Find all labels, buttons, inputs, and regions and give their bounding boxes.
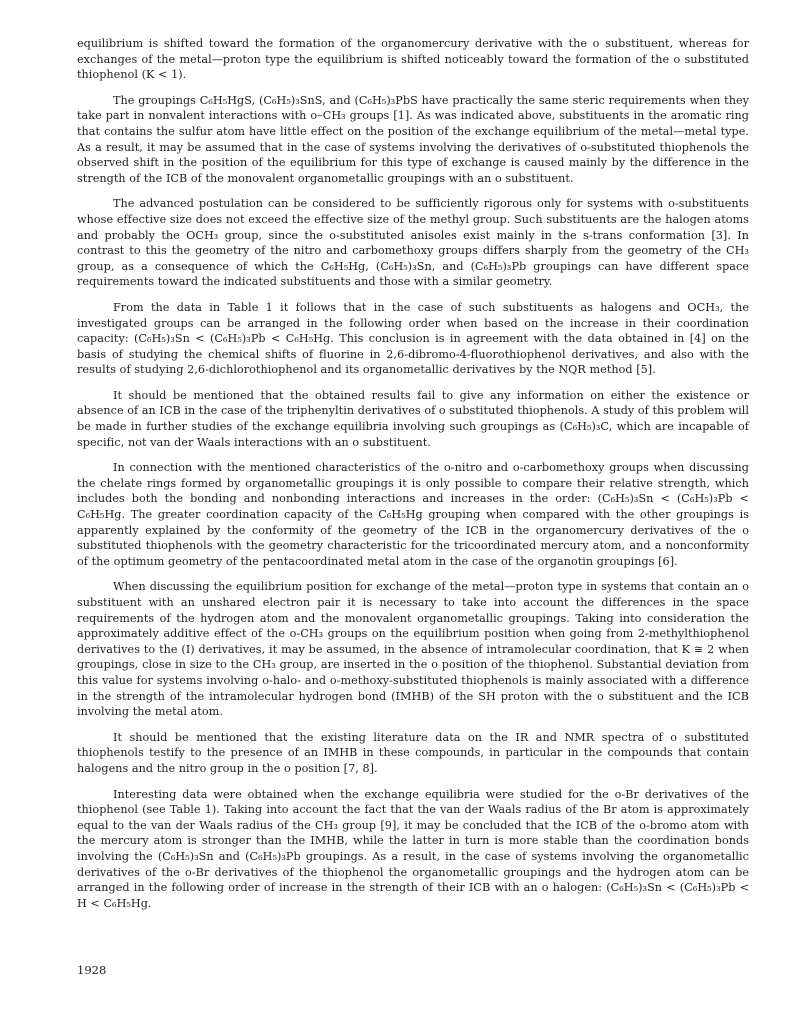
- paragraph-bromo: Interesting data were obtained when the exchange equilibria were studied for the o-Br derivatives of the thiophenol (see Table 1). Taking into account the fact that the van der Waals radius of the Br atom is approximately equal to the van der Waals radius of the CH₃ group [9], it may be concluded that the ICB of the o-bromo atom with the mercury atom is stronger than the IMHB, while the latter in turn is more stable than the coordination bonds involving the (C₆H₅)₃Sn and (C₆H₅)₃Pb groupings. As a result, in the case of systems involving the organometallic derivatives of the o-Br derivatives of the thiophenol the organometallic groupings and the hydrogen atom can be arranged in the following order of increase in the strength of their ICB with an o halogen: (C₆H₅)₃Sn < (C₆H₅)₃Pb < H < C₆H₅Hg.: [77, 787, 749, 910]
- paragraph-metal-proton: When discussing the equilibrium position for exchange of the metal—proton type in systems that contain an o substituent with an unshared electron pair it is necessary to take into account the differences in the space requirements of the hydrogen atom and the monovalent organometallic groupings. Taking into consideration the approximately additive effect of the o-CH₃ groups on the equilibrium position when going from 2-methylthiophenol derivatives to the (I) derivatives, it may be assumed, in the absence of intramolecular coordination, that K ≅ 2 when groupings, close in size to the CH₃ group, are inserted in the o position of the thiophenol. Substantial deviation from this value for systems involving o-halo- and o-methoxy-substituted thiophenols is mainly associated with a difference in the strength of the intramolecular hydrogen bond (IMHB) of the SH proton with the o substituent and the ICB involving the metal atom.: [77, 580, 749, 719]
- paragraph-literature: It should be mentioned that the existing literature data on the IR and NMR spectra of o substituted thiophenols testify to the presence of an IMHB in these compounds, in particular in the compounds that contain halogens and the nitro group in the o position [7, 8].: [77, 730, 749, 775]
- paragraph-groupings: The groupings C₆H₅HgS, (C₆H₅)₃SnS, and (C₆H₅)₃PbS have practically the same steric requirements when they take part in nonvalent interactions with o–CH₃ groups [1]. As was indicated above, substituents in the aromatic ring that contains the sulfur atom have little effect on the position of the exchange equilibrium of the metal—metal type. As a result, it may be assumed that in the case of systems involving the derivatives of o-substituted thiophenols the observed shift in the position of the equilibrium for this type of exchange is caused mainly by the difference in the strength of the ICB of the monovalent organometallic groupings with an o substituent.: [77, 93, 749, 185]
- page-body: [77, 36, 749, 921]
- page-number: 1928: [77, 963, 107, 977]
- paragraph-postulation: The advanced postulation can be considered to be sufficiently rigorous only for systems with o-substituents whose effective size does not exceed the effective size of the methyl group. Such substituents are the halogen atoms and probably the OCH₃ group, since the o-substituted anisoles exist mainly in the s-trans conformation [3]. In contrast to this the geometry of the nitro and carbomethoxy groups differs sharply from the geometry of the CH₃ group, as a consequence of which the C₆H₅Hg, (C₆H₅)₃Sn, and (C₆H₅)₃Pb groupings can have different space requirements toward the indicated substituents and those with a similar geometry.: [77, 197, 749, 289]
- paragraph-table-data: From the data in Table 1 it follows that in the case of such substituents as halogens and OCH₃, the investigated groups can be arranged in the following order when based on the increase in their coordination capacity: (C₆H₅)₃Sn < (C₆H₅)₃Pb < C₆H₅Hg. This conclusion is in agreement with the data obtained in [4] on the basis of studying the chemical shifts of fluorine in 2,6-dibromo-4-fluorothiophenol derivatives, and also with the results of studying 2,6-dichlorothiophenol and its organometallic derivatives by the NQR method [5].: [77, 300, 749, 377]
- paragraph-continuation: equilibrium is shifted toward the formation of the organomercury derivative with the o substituent, whereas for exchanges of the metal—proton type the equilibrium is shifted noticeably toward the formation of the o substituted thiophenol (K < 1).: [77, 37, 749, 82]
- paragraph-chelate-rings: In connection with the mentioned characteristics of the o-nitro and o-carbomethoxy groups when discussing the chelate rings formed by organometallic groupings it is only possible to compare their relative strength, which includes both the bonding and nonbonding interactions and increases in the order: (C₆H₅)₃Sn < (C₆H₅)₃Pb < C₆H₅Hg. The greater coordination capacity of the C₆H₅Hg grouping when compared with the other groupings is apparently explained by the conformity of the geometry of the ICB in the organomercury derivatives of the o substituted thiophenols with the geometry characteristic for the tricoordinated mercury atom, and a nonconformity of the optimum geometry of the pentacoordinated metal atom in the case of the organotin groupings [6].: [77, 461, 749, 568]
- paragraph-triphenyltin: It should be mentioned that the obtained results fail to give any information on either the existence or absence of an ICB in the case of the triphenyltin derivatives of o substituted thiophenols. A study of this problem will be made in further studies of the exchange equilibria involving such groupings as (C₆H₅)₃C, which are incapable of specific, not van der Waals interactions with an o substituent.: [77, 388, 749, 449]
